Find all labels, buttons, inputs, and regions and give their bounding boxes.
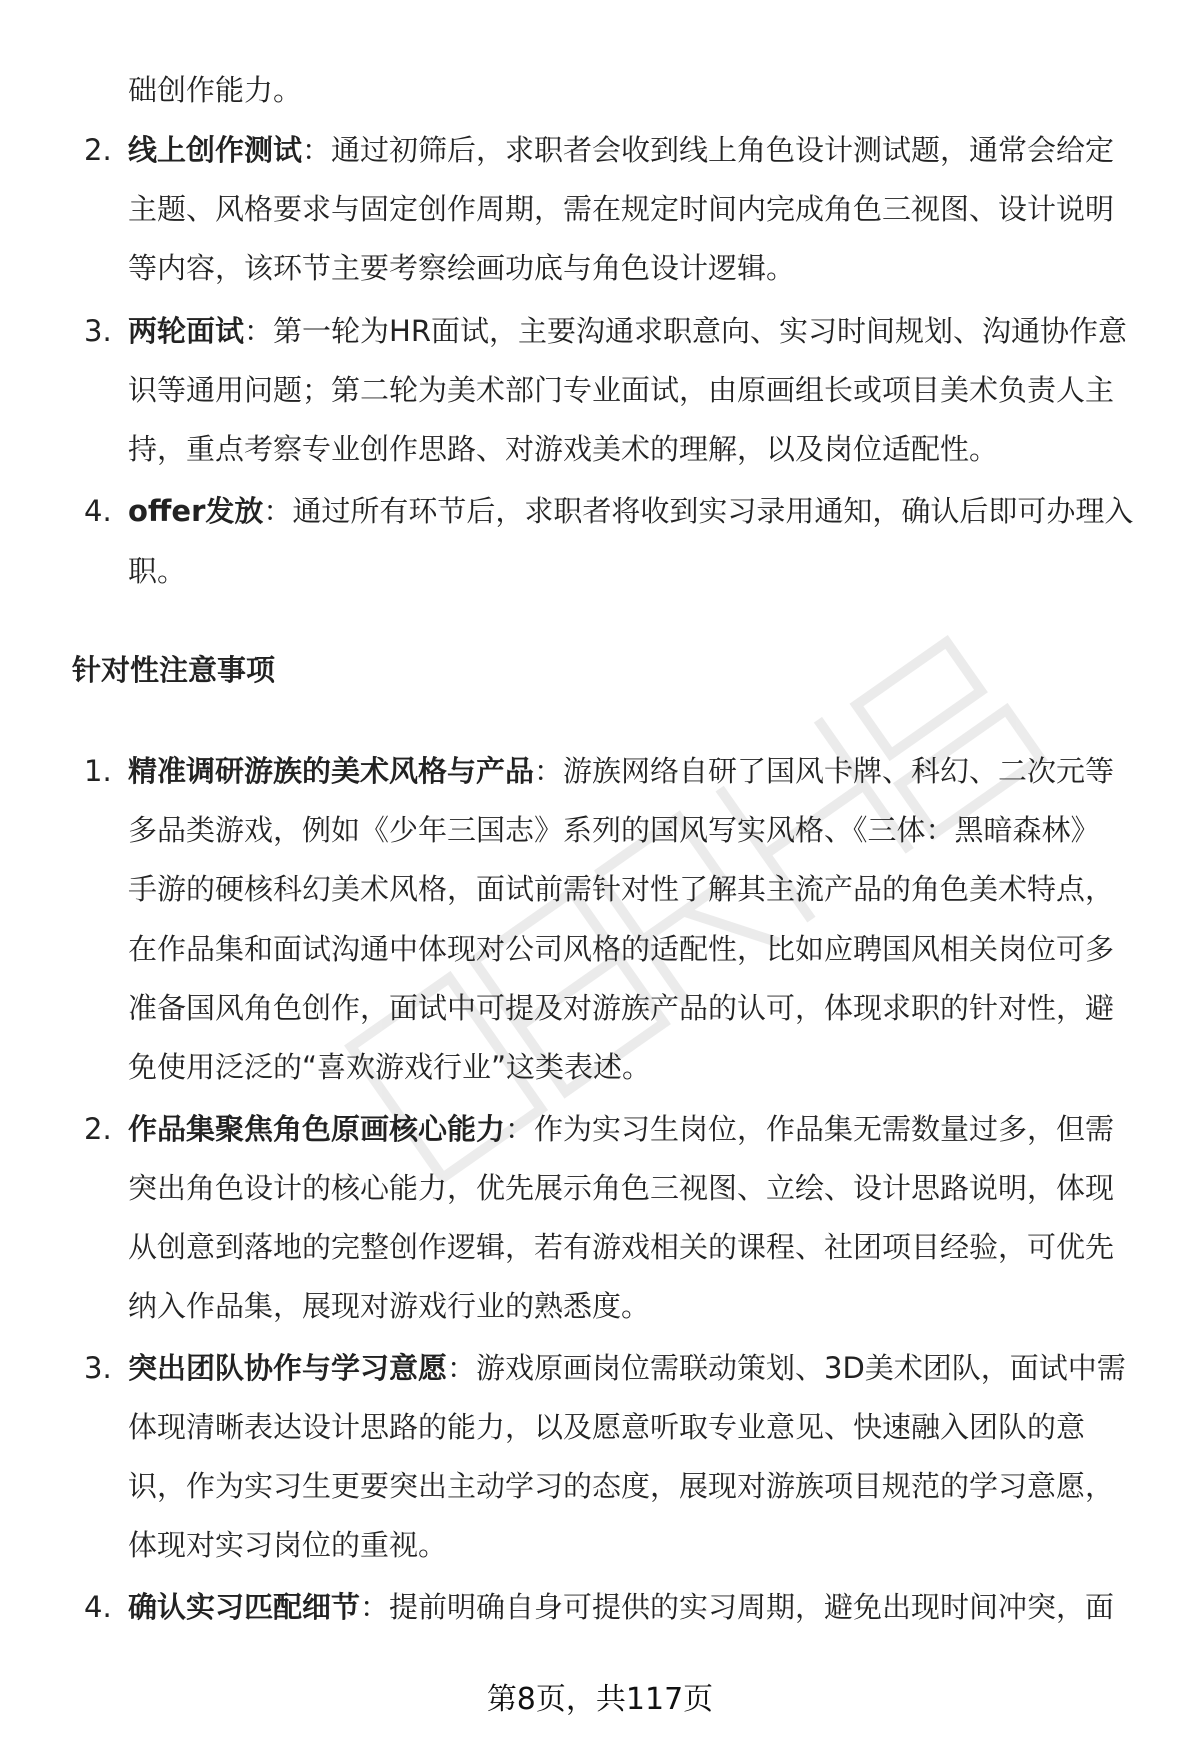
list-item	[128, 130, 1114, 170]
list-item-text: ：提前明确自身可提供的实习周期，避免出现时间冲突，面	[360, 1590, 1115, 1624]
list-item-title: 线上创作测试	[128, 133, 303, 167]
list-item-text: 识，作为实习生更要突出主动学习的态度，展现对游族项目规范的学习意愿，	[128, 1469, 1115, 1503]
list-item-text: 准备国风角色创作，面试中可提及对游族产品的认可，体现求职的针对性，避	[128, 991, 1115, 1025]
list-item-text: ：游戏原画岗位需联动策划、3D美术团队，面试中需	[447, 1351, 1126, 1385]
list-number: 4.	[84, 1590, 112, 1624]
list-item-title: 两轮面试	[128, 314, 245, 348]
list-item-title: 作品集聚焦角色原画核心能力	[128, 1112, 506, 1146]
list-item-title: 精准调研游族的美术风格与产品	[128, 754, 535, 788]
page-footer: 第8页，共117页	[486, 1682, 714, 1717]
list-item-text: 持，重点考察专业创作思路、对游戏美术的理解，以及岗位适配性。	[128, 432, 999, 466]
list-item-text: 在作品集和面试沟通中体现对公司风格的适配性，比如应聘国风相关岗位可多	[128, 932, 1115, 966]
list-item-text: 体现清晰表达设计思路的能力，以及愿意听取专业意见、快速融入团队的意	[128, 1410, 1086, 1444]
list-item-text: ：作为实习生岗位，作品集无需数量过多，但需	[505, 1112, 1115, 1146]
list-item-text: 免使用泛泛的“喜欢游戏行业”这类表述。	[128, 1050, 652, 1084]
continuation-text: 础创作能力。	[128, 73, 303, 107]
list-item-title: offer发放	[128, 494, 264, 528]
list-item-title: 确认实习匹配细节	[128, 1590, 361, 1624]
list-item-text: 等内容，该环节主要考察绘画功底与角色设计逻辑。	[128, 251, 796, 285]
list-item	[128, 1587, 1114, 1627]
list-item-text: ：第一轮为HR面试，主要沟通求职意向、实习时间规划、沟通协作意	[244, 314, 1127, 348]
list-item-text: 职。	[128, 554, 187, 588]
list-item-text: 纳入作品集，展现对游戏行业的熟悉度。	[128, 1289, 651, 1323]
list-number: 4.	[84, 494, 112, 528]
list-item-title: 突出团队协作与学习意愿	[128, 1351, 448, 1385]
list-item-text: 手游的硬核科幻美术风格，面试前需针对性了解其主流产品的角色美术特点，	[128, 872, 1115, 906]
list-item-text: 从创意到落地的完整创作逻辑，若有游戏相关的课程、社团项目经验，可优先	[128, 1230, 1115, 1264]
list-number: 3.	[84, 314, 112, 348]
list-number: 3.	[84, 1351, 112, 1385]
list-item	[128, 751, 1114, 791]
list-item-text: 体现对实习岗位的重视。	[128, 1528, 448, 1562]
list-item	[128, 491, 1133, 531]
list-number: 1.	[84, 754, 112, 788]
list-item	[128, 311, 1127, 351]
section-title: 针对性注意事项	[72, 653, 276, 687]
list-item-text: ：通过初筛后，求职者会收到线上角色设计测试题，通常会给定	[302, 133, 1115, 167]
list-item-text: 多品类游戏，例如《少年三国志》系列的国风写实风格、《三体：黑暗森林》	[128, 813, 1100, 847]
list-number: 2.	[84, 1112, 112, 1146]
list-item-text: ：游族网络自研了国风卡牌、科幻、二次元等	[534, 754, 1115, 788]
list-item-text: ：通过所有环节后，求职者将收到实习录用通知，确认后即可办理入	[263, 494, 1134, 528]
list-item-text: 突出角色设计的核心能力，优先展示角色三视图、立绘、设计思路说明，体现	[128, 1171, 1115, 1205]
list-item	[128, 1109, 1114, 1149]
list-item	[128, 1348, 1126, 1388]
list-item-text: 主题、风格要求与固定创作周期，需在规定时间内完成角色三视图、设计说明	[128, 192, 1115, 226]
list-number: 2.	[84, 133, 112, 167]
list-item-text: 识等通用问题；第二轮为美术部门专业面试，由原画组长或项目美术负责人主	[128, 373, 1115, 407]
